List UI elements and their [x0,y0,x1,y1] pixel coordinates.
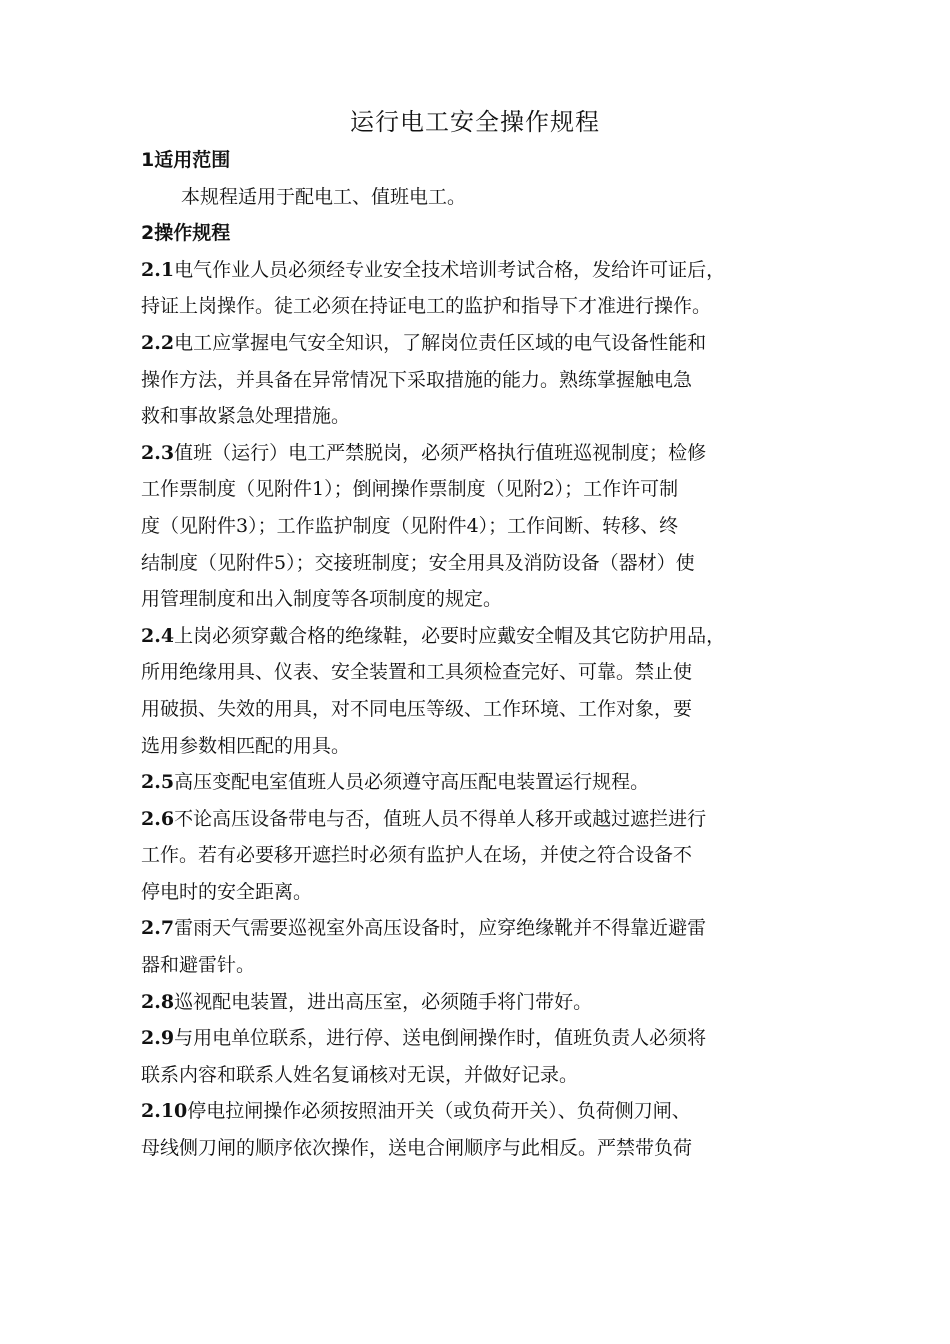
text-line [141,179,821,216]
clause-number: 2.9 [141,1027,175,1050]
text-line [141,618,821,655]
line-text: 用破损、失效的用具，对不同电压等级、工作环境、工作对象，要 [141,697,693,720]
line-text: 与用电单位联系，进行停、送电倒闸操作时，值班负责人必须将 [174,1027,707,1050]
line-text: 操作方法，并具备在异常情况下采取措施的能力。熟练掌握触电急 [141,368,693,391]
paragraph [141,984,821,1021]
text-line [141,252,821,289]
line-text: 值班（运行）电工严禁脱岗，必须严格执行值班巡视制度；检修 [174,441,707,464]
text-line [141,398,821,435]
text-line [141,581,821,618]
line-text: 巡视配电装置，进出高压室，必须随手将门带好。 [174,990,593,1013]
clause-number: 2.3 [141,441,175,464]
text-line [141,910,821,947]
text-line [141,764,821,801]
line-text: 工作。若有必要移开遮拦时必须有监护人在场，并使之符合设备不 [141,844,693,867]
paragraph [141,325,821,435]
line-text: 停电拉闸操作必须按照油开关（或负荷开关）、负荷侧刀闸、 [187,1100,691,1123]
paragraph [141,179,821,216]
text-line [141,1057,821,1094]
text-line [141,288,821,325]
line-text: 用管理制度和出入制度等各项制度的规定。 [141,588,503,611]
clause-number: 2.5 [141,771,175,794]
text-line [141,1020,821,1057]
section-heading: 2操作规程 [141,222,231,245]
line-text: 上岗必须穿戴合格的绝缘鞋，必要时应戴安全帽及其它防护用品， [174,624,726,647]
line-text: 雷雨天气需要巡视室外高压设备时，应穿绝缘靴并不得靠近避雷 [174,917,707,940]
text-line [141,801,821,838]
paragraph [141,1020,821,1093]
text-line [141,435,821,472]
line-text: 本规程适用于配电工、值班电工。 [181,185,467,208]
line-text: 联系内容和联系人姓名复诵核对无误，并做好记录。 [141,1063,579,1086]
text-line [141,1130,821,1167]
line-text: 母线侧刀闸的顺序依次操作，送电合闸顺序与此相反。严禁带负荷 [141,1137,693,1160]
clause-number: 2.7 [141,917,175,940]
line-text: 停电时的安全距离。 [141,880,313,903]
paragraph [141,801,821,911]
text-line [141,691,821,728]
text-line [141,362,821,399]
line-text: 不论高压设备带电与否，值班人员不得单人移开或越过遮拦进行 [174,807,707,830]
text-line [141,984,821,1021]
line-text: 工作票制度（见附件1）；倒闸操作票制度（见附2）；工作许可制 [141,478,679,501]
text-line [141,654,821,691]
text-line [141,728,821,765]
line-text: 持证上岗操作。徒工必须在持证电工的监护和指导下才准进行操作。 [141,295,712,318]
paragraph [141,1093,821,1166]
line-text: 救和事故紧急处理措施。 [141,405,351,428]
paragraph [141,910,821,983]
text-line [141,508,821,545]
line-text: 器和避雷针。 [141,954,256,977]
line-text: 选用参数相匹配的用具。 [141,734,351,757]
clause-number: 2.8 [141,990,175,1013]
text-line [141,837,821,874]
text-line [141,545,821,582]
section-heading: 1适用范围 [141,149,231,171]
line-text: 电气作业人员必须经专业安全技术培训考试合格，发给许可证后， [174,258,726,281]
clause-number: 2.2 [141,331,175,354]
line-text: 结制度（见附件5）；交接班制度；安全用具及消防设备（器材）使 [141,551,695,574]
text-line [141,874,821,911]
line-text: 高压变配电室值班人员必须遵守高压配电装置运行规程。 [174,771,650,794]
text-line [141,325,821,362]
paragraph [141,252,821,325]
clause-number: 2.1 [141,258,175,281]
text-line [141,1093,821,1130]
document-body [141,142,821,1167]
text-line [141,947,821,984]
page-title: 运行电工安全操作规程 [350,108,600,136]
line-text: 度（见附件3）；工作监护制度（见附件4）；工作间断、转移、终 [141,514,679,537]
paragraph [141,618,821,764]
line-text: 所用绝缘用具、仪表、安全装置和工具须检查完好、可靠。禁止使 [141,661,693,684]
paragraph [141,435,821,618]
line-text: 电工应掌握电气安全知识，了解岗位责任区域的电气设备性能和 [174,331,707,354]
clause-number: 2.6 [141,807,175,830]
clause-number: 2.4 [141,624,175,647]
clause-number: 2.10 [141,1100,188,1123]
text-line [141,471,821,508]
paragraph [141,764,821,801]
